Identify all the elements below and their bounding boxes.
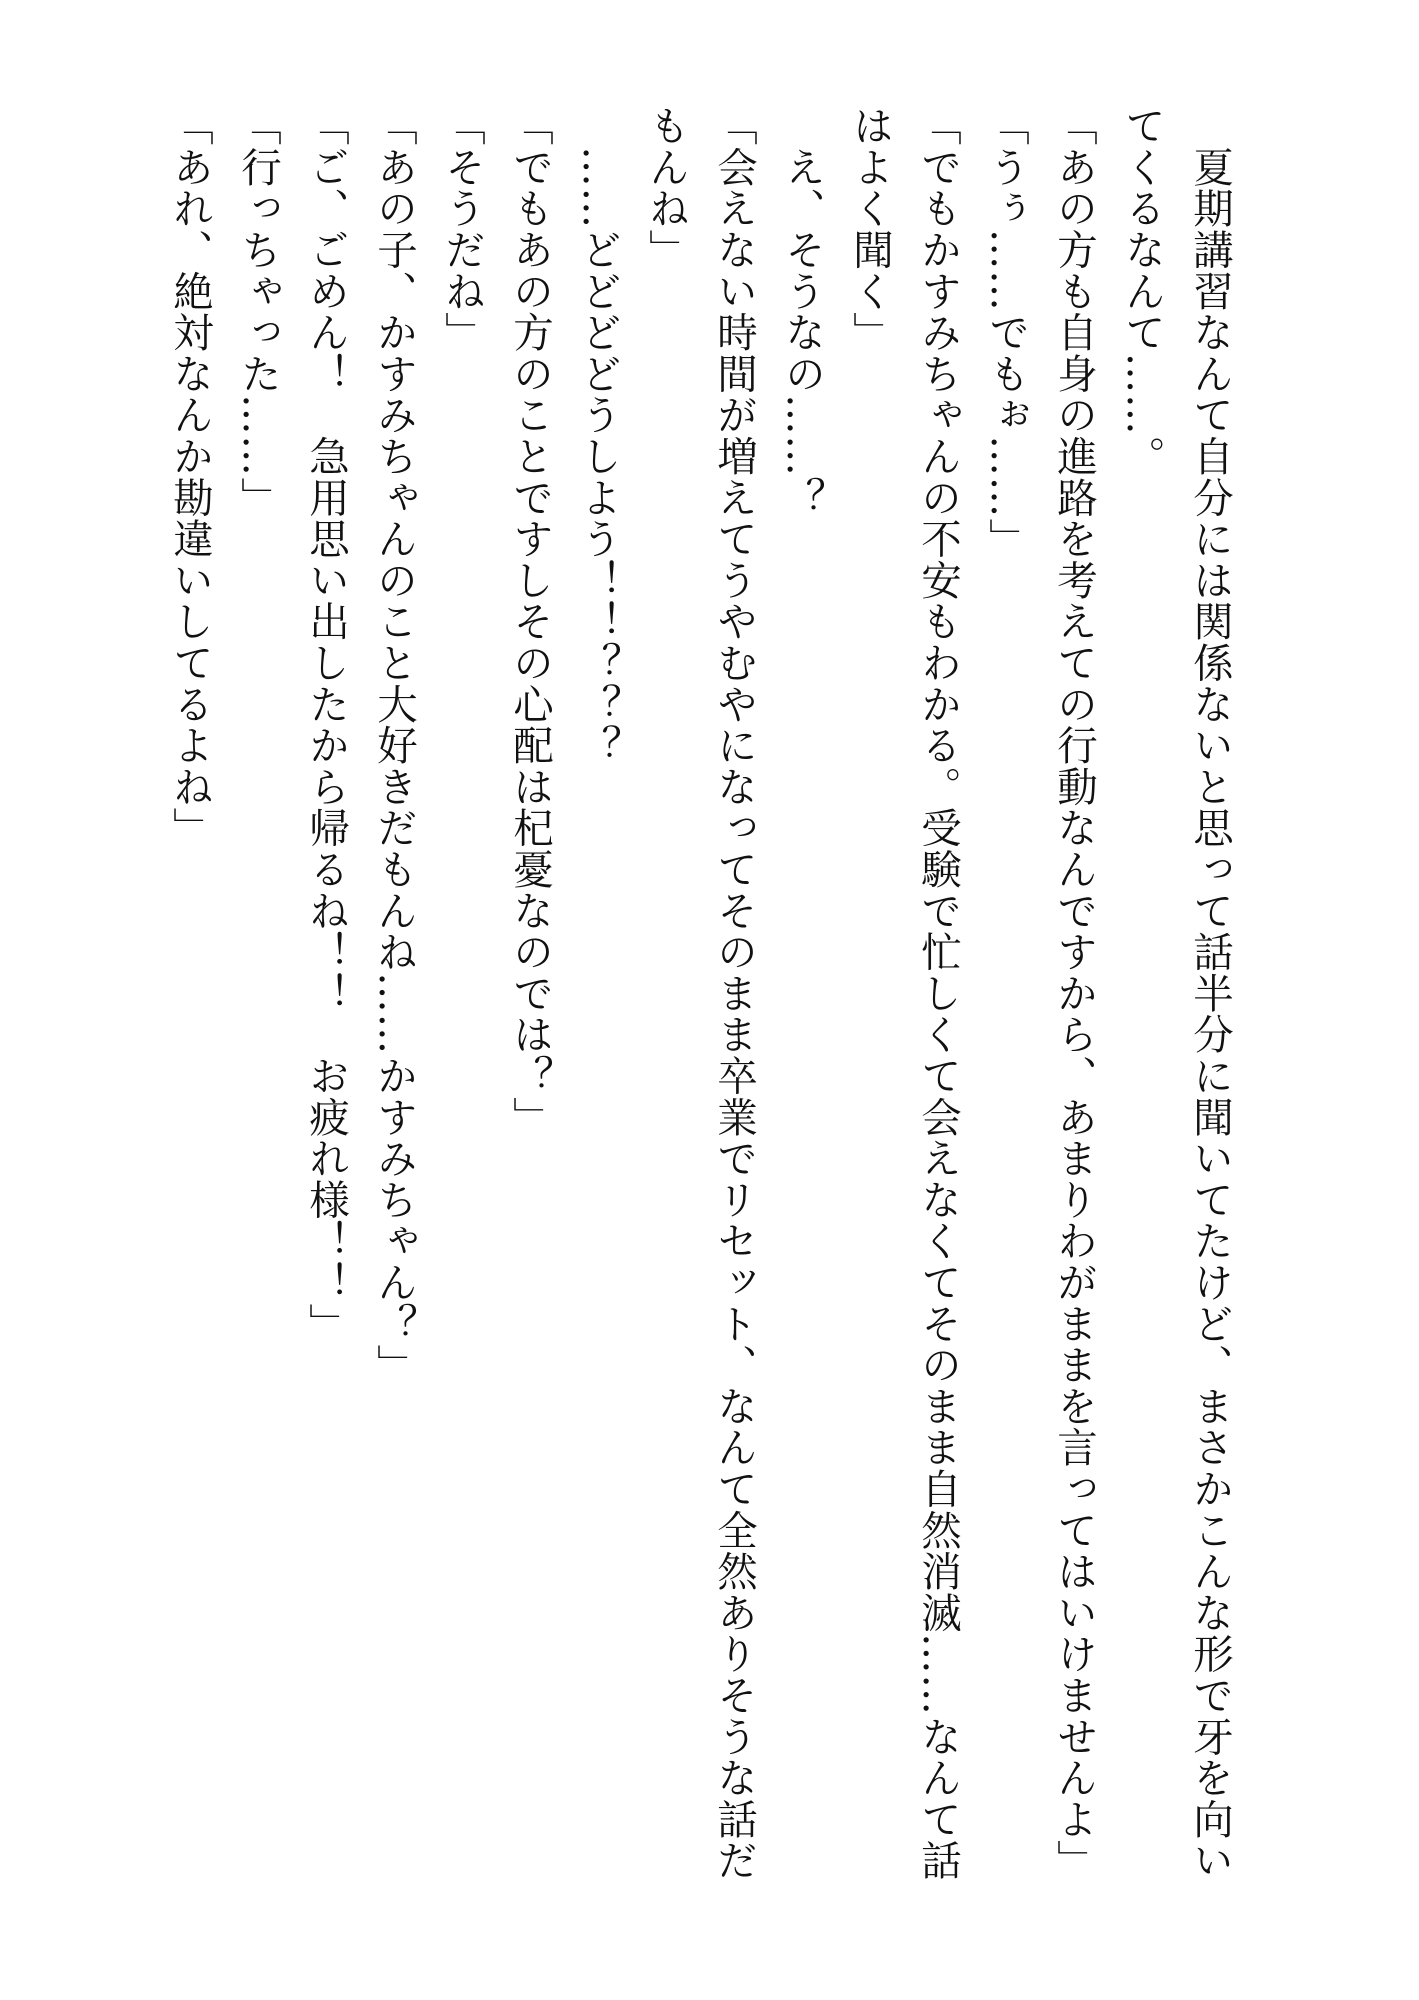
text-line: 「でもあの方のことですしその心配は杞憂なのでは？」: [506, 105, 554, 1138]
text-line: 「あの方も自身の進路を考えての行動なんですから、あまりわがままを言ってはいけませんよ」: [1050, 105, 1098, 1881]
text-line: 「ご、ごめん！ 急用思い出したから帰るね！！ お疲れ様！！」: [302, 105, 350, 1344]
text-line: 「でもかすみちゃんの不安もわかる。受験で忙しくて会えなくてそのまま自然消滅……なんて話: [914, 105, 962, 1881]
text-line: 「そうだね」: [438, 105, 486, 353]
vertical-text-body: [156, 105, 1244, 1985]
text-line: え、そうなの……？: [778, 105, 826, 518]
text-line: もんね」: [642, 105, 690, 271]
text-line: 夏期講習なんて自分には関係ないと思って話半分に聞いてたけど、まさかこんな形で牙を向い: [1186, 105, 1234, 1881]
text-line: 「会えない時間が増えてうやむやになってそのまま卒業でリセット、なんて全然ありそうな話だ: [710, 105, 758, 1881]
text-line: はよく聞く」: [846, 105, 894, 353]
text-line: 「あれ、絶対なんか勘違いしてるよね」: [166, 105, 214, 849]
text-line: 「行っちゃった……」: [234, 105, 282, 518]
text-line: 「うぅ……でもぉ……」: [982, 105, 1030, 560]
text-line: 「あの子、かすみちゃんのこと大好きだもんね……かすみちゃん？」: [370, 105, 418, 1386]
text-line: てくるなんて……。: [1118, 105, 1166, 477]
text-line: ……どどどどうしよう！！？？？: [574, 105, 622, 766]
